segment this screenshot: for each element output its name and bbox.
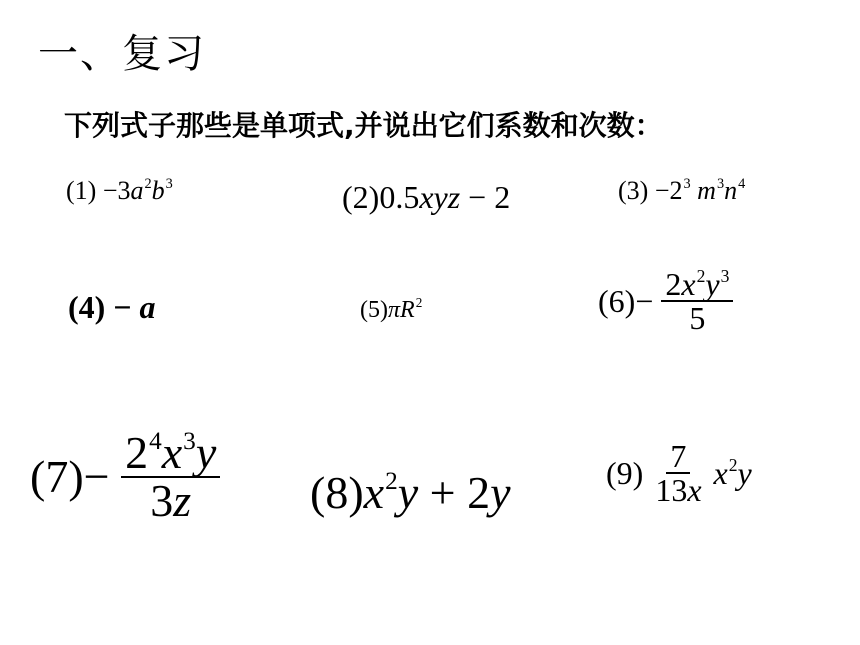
exponent: 2 <box>728 454 738 475</box>
expression-label: (8) <box>310 467 364 518</box>
variable: x <box>713 455 728 491</box>
variable: R <box>400 297 415 323</box>
expression-1 <box>66 178 173 204</box>
section-heading: 一、复习 <box>38 31 206 77</box>
numerator <box>121 427 220 478</box>
variable: z <box>173 475 192 526</box>
coefficient: 3 <box>150 475 174 526</box>
variable: n <box>724 176 738 205</box>
coefficient: 0.5 <box>379 179 420 215</box>
numerator <box>661 265 733 302</box>
pi-symbol: π <box>387 297 401 323</box>
expression-label: (2) <box>342 179 380 215</box>
exponent: 4 <box>738 176 746 193</box>
variable: b <box>151 176 165 205</box>
exponent: 3 <box>716 176 725 193</box>
minus-sign: − <box>83 451 110 502</box>
denominator <box>651 474 705 506</box>
expression-label: (9) <box>606 455 644 491</box>
denominator <box>146 475 195 526</box>
variable: x <box>681 266 696 302</box>
expression-2 <box>342 181 510 213</box>
expression-4 <box>68 291 156 323</box>
expression-5 <box>360 295 423 323</box>
fraction <box>651 440 705 506</box>
expression-label: (5) <box>360 297 388 323</box>
minus-sign: − <box>113 289 132 325</box>
minus-sign: − <box>654 176 670 205</box>
variable: xyz <box>419 179 461 215</box>
variable: x <box>161 427 183 478</box>
exponent: 2 <box>696 265 706 286</box>
exponent: 3 <box>183 427 196 456</box>
variable: y <box>737 455 752 491</box>
coefficient: 2 <box>125 427 149 478</box>
fraction <box>121 427 220 526</box>
expression-label: (6) <box>598 283 636 319</box>
instruction-text: 下列式子那些是单项式,并说出它们系数和次数： <box>64 109 663 142</box>
tail-factor <box>714 455 752 491</box>
exponent: 4 <box>149 427 162 456</box>
variable: y <box>705 266 720 302</box>
exponent: 2 <box>385 467 398 496</box>
minus-sign: − <box>635 283 654 319</box>
coefficient: 2 <box>665 266 682 302</box>
exponent: 2 <box>415 295 423 311</box>
numerator: 7 <box>666 440 690 474</box>
expression-label: (7) <box>30 451 84 502</box>
expression-label: (4) <box>68 289 106 325</box>
coefficient: 2 <box>669 176 683 205</box>
denominator: 5 <box>689 300 706 336</box>
expression-6 <box>598 265 733 336</box>
expression-3 <box>618 178 745 204</box>
coefficient: 2 <box>467 467 491 518</box>
coefficient: 3 <box>117 176 131 205</box>
expression-label: (1) <box>66 176 97 205</box>
constant-term: − 2 <box>460 179 511 215</box>
expression-9 <box>606 440 752 506</box>
plus-sign: + <box>418 467 468 518</box>
minus-sign: − <box>102 176 118 205</box>
exponent: 2 <box>144 176 152 193</box>
variable: a <box>139 289 156 325</box>
expression-7 <box>30 427 220 526</box>
expression-8 <box>310 467 511 518</box>
coefficient: 13 <box>655 472 688 508</box>
exponent: 3 <box>683 176 691 193</box>
variable: y <box>397 467 419 518</box>
variable: m <box>697 176 716 205</box>
expression-label: (3) <box>618 176 649 205</box>
variable: a <box>130 176 144 205</box>
variable: x <box>363 467 385 518</box>
variable: y <box>195 427 217 478</box>
fraction <box>661 265 733 336</box>
variable: x <box>687 472 702 508</box>
exponent: 3 <box>165 176 173 193</box>
variable: y <box>490 467 511 518</box>
exponent: 3 <box>720 265 730 286</box>
